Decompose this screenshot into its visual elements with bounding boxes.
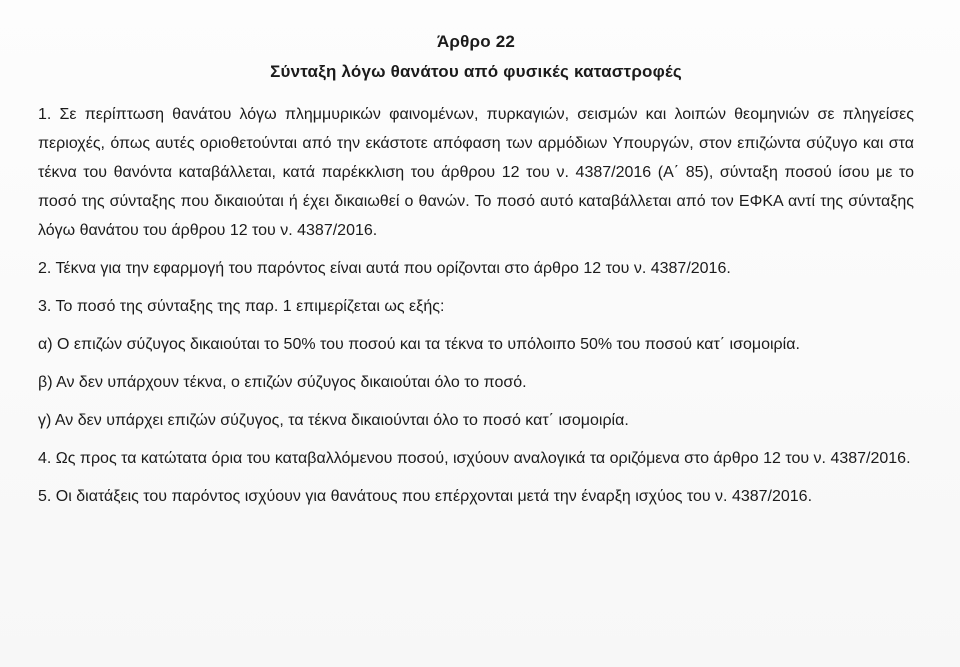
paragraph-3c: γ) Αν δεν υπάρχει επιζών σύζυγος, τα τέκνα δικαιούνται όλο το ποσό κατ΄ ισομοιρία.	[38, 412, 629, 429]
paragraph-1: 1. Σε περίπτωση θανάτου λόγω πλημμυρικών φαινομένων, πυρκαγιών, σεισμών και λοιπών θεομηνιών σε πληγείσες περιοχές, όπως αυτές οριοθετούνται από την εκάστοτε απόφαση των αρμόδιων Υπουργών, στον επιζώντα σύζυγο και στα τέκνα του θανόντα καταβάλλεται, κατά παρέκκλιση του άρθρου 12 του ν. 4387/2016 (Α΄ 85), σύνταξη ποσού ίσου με το ποσό της σύνταξης που δικαιούται ή έχει δικαιωθεί ο θανών. Το ποσό αυτό καταβάλλεται από τον ΕΦΚΑ αντί της σύνταξης λόγω θανάτου του άρθρου 12 του ν. 4387/2016.	[38, 106, 914, 239]
paragraph-3a: α) Ο επιζών σύζυγος δικαιούται το 50% του ποσού και τα τέκνα το υπόλοιπο 50% του ποσού κατ΄ ισομοιρία.	[38, 336, 800, 353]
paragraph-4: 4. Ως προς τα κατώτατα όρια του καταβαλλόμενου ποσού, ισχύουν αναλογικά τα οριζόμενα στο άρθρο 12 του ν. 4387/2016.	[38, 450, 911, 467]
paragraph-2: 2. Τέκνα για την εφαρμογή του παρόντος είναι αυτά που ορίζονται στο άρθρο 12 του ν. 4387/2016.	[38, 260, 731, 277]
article-heading	[38, 28, 914, 86]
article-body	[38, 100, 914, 511]
paragraph-3: 3. Το ποσό της σύνταξης της παρ. 1 επιμερίζεται ως εξής:	[38, 298, 445, 315]
paragraph-3b: β) Αν δεν υπάρχουν τέκνα, ο επιζών σύζυγος δικαιούται όλο το ποσό.	[38, 374, 527, 391]
article-title: Σύνταξη λόγω θανάτου από φυσικές καταστροφές	[270, 62, 682, 81]
paragraph-5: 5. Οι διατάξεις του παρόντος ισχύουν για θανάτους που επέρχονται μετά την έναρξη ισχύος του ν. 4387/2016.	[38, 488, 813, 505]
article-number: Άρθρο 22	[436, 32, 516, 51]
